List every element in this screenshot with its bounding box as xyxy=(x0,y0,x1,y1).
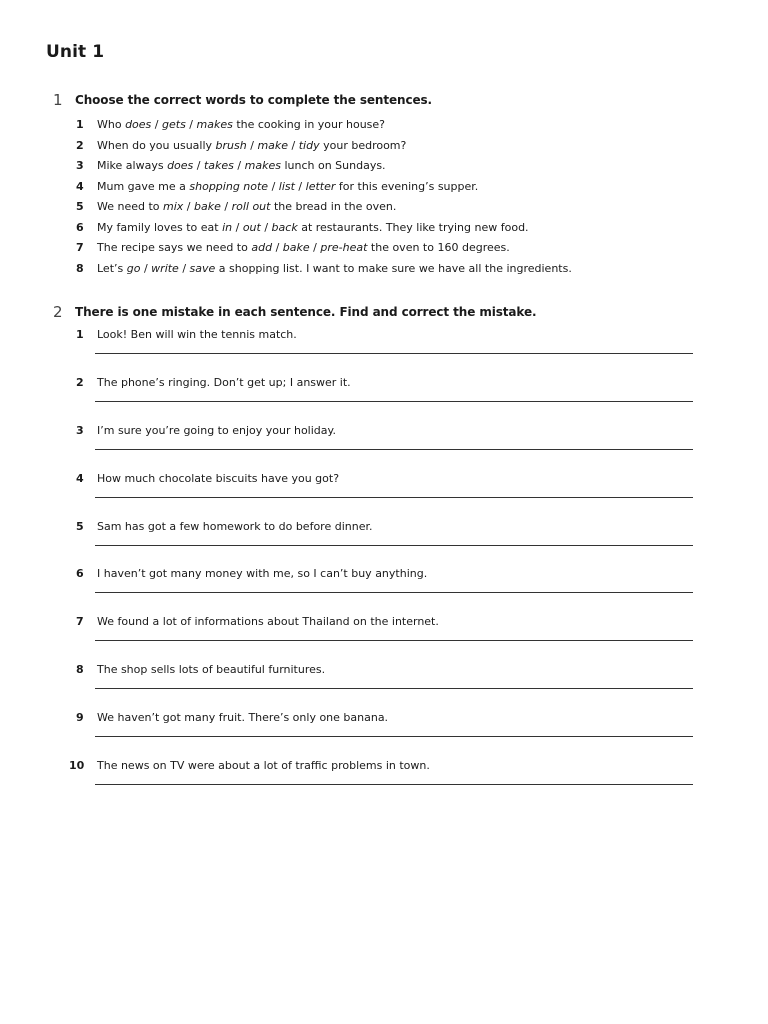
sentence-fragment: When do you usually xyxy=(97,138,216,152)
item-number: 2 xyxy=(76,375,84,389)
answer-line[interactable] xyxy=(95,545,693,546)
word-option: tidy xyxy=(298,138,320,152)
word-option: does xyxy=(167,159,194,172)
item-number: 4 xyxy=(76,471,84,485)
word-option: save xyxy=(189,261,216,275)
exercise-number: 1 xyxy=(53,91,63,109)
word-option: letter xyxy=(305,179,336,193)
exercise-1-item xyxy=(0,138,768,159)
item-number: 10 xyxy=(69,759,85,773)
item-sentence: We found a lot of informations about Thailand on the internet. xyxy=(97,615,439,629)
item-number: 4 xyxy=(76,179,84,193)
sentence-fragment: / xyxy=(294,179,306,193)
item-number: 6 xyxy=(76,567,84,581)
sentence-fragment: / xyxy=(185,118,197,131)
sentence-fragment: / xyxy=(268,179,279,193)
exercise-1-items xyxy=(0,117,768,281)
item-number: 5 xyxy=(76,519,84,533)
word-option: add xyxy=(251,241,273,254)
item-number: 1 xyxy=(76,118,84,131)
exercise-2-item xyxy=(0,327,768,375)
exercise-1-item xyxy=(0,179,768,200)
exercise-1-item xyxy=(0,261,768,282)
sentence-fragment: / xyxy=(178,261,190,275)
sentence-fragment: / xyxy=(246,138,258,152)
item-number: 6 xyxy=(76,220,84,234)
word-option: bake xyxy=(282,241,310,254)
sentence-fragment: / xyxy=(233,159,245,172)
word-option: takes xyxy=(203,159,234,172)
item-sentence: We haven’t got many fruit. There’s only one banana. xyxy=(97,711,389,725)
answer-line[interactable] xyxy=(95,640,693,641)
word-option: out xyxy=(242,220,261,234)
item-number: 2 xyxy=(76,138,84,152)
item-sentence: I haven’t got many money with me, so I can’t buy anything. xyxy=(97,567,428,581)
sentence-fragment: / xyxy=(193,159,204,172)
sentence-fragment: lunch on Sundays. xyxy=(280,159,386,172)
exercise-2-items xyxy=(0,327,768,806)
sentence-fragment: Let’s xyxy=(97,261,127,275)
sentence-fragment: at restaurants. They like trying new food. xyxy=(297,220,529,234)
sentence-fragment: Mike always xyxy=(97,159,168,172)
item-number: 3 xyxy=(76,159,84,172)
sentence-fragment: / xyxy=(288,138,299,152)
answer-line[interactable] xyxy=(95,688,693,689)
item-sentence xyxy=(97,179,478,195)
word-option: roll out xyxy=(231,200,271,213)
sentence-fragment: the bread in the oven. xyxy=(270,200,397,213)
item-sentence xyxy=(97,199,396,215)
sentence-fragment: My family loves to eat xyxy=(97,220,223,234)
answer-line[interactable] xyxy=(95,497,693,498)
exercise-instruction: Choose the correct words to complete the sentences. xyxy=(75,93,433,107)
exercise-2-header xyxy=(0,303,768,323)
sentence-fragment: The recipe says we need to xyxy=(97,241,252,254)
exercise-2-item xyxy=(0,758,768,806)
item-sentence xyxy=(97,117,385,133)
exercise-2-item xyxy=(0,423,768,471)
item-number: 8 xyxy=(76,663,84,677)
word-option: write xyxy=(151,261,179,275)
word-option: bake xyxy=(194,200,221,213)
exercise-1-item xyxy=(0,199,768,220)
exercise-2-item xyxy=(0,566,768,614)
item-sentence: The phone’s ringing. Don’t get up; I answer it. xyxy=(97,375,351,389)
answer-line[interactable] xyxy=(95,401,693,402)
exercise-2-item xyxy=(0,662,768,710)
item-sentence: Sam has got a few homework to do before dinner. xyxy=(97,519,373,533)
exercise-2-item xyxy=(0,710,768,758)
sentence-fragment: / xyxy=(232,220,243,234)
word-option: brush xyxy=(215,138,247,152)
item-sentence xyxy=(97,261,572,277)
word-option: go xyxy=(126,261,141,275)
sentence-fragment: / xyxy=(183,200,195,213)
sentence-fragment: / xyxy=(151,118,162,131)
answer-line[interactable] xyxy=(95,449,693,450)
exercise-2-item xyxy=(0,471,768,519)
sentence-fragment: Mum gave me a xyxy=(97,179,190,193)
item-number: 5 xyxy=(76,200,84,213)
exercise-2-item xyxy=(0,375,768,423)
word-option: gets xyxy=(162,118,186,131)
word-option: make xyxy=(257,138,289,152)
item-number: 8 xyxy=(76,261,84,275)
unit-title: Unit 1 xyxy=(46,42,105,62)
item-number: 9 xyxy=(76,711,84,725)
sentence-fragment: the cooking in your house? xyxy=(232,118,386,131)
item-sentence: The shop sells lots of beautiful furnitures. xyxy=(97,663,326,677)
item-sentence xyxy=(97,240,510,256)
answer-line[interactable] xyxy=(95,736,693,737)
sentence-fragment: / xyxy=(220,200,232,213)
sentence-fragment: / xyxy=(260,220,272,234)
word-option: mix xyxy=(163,200,184,213)
sentence-fragment: / xyxy=(272,241,283,254)
item-sentence xyxy=(97,158,386,174)
word-option: shopping note xyxy=(189,179,269,193)
exercise-2-item xyxy=(0,614,768,662)
item-number: 1 xyxy=(76,328,84,341)
sentence-fragment: / xyxy=(309,241,321,254)
item-sentence: How much chocolate biscuits have you got? xyxy=(97,471,340,485)
exercise-2-item xyxy=(0,519,768,567)
sentence-fragment: / xyxy=(140,261,152,275)
sentence-fragment: for this evening’s supper. xyxy=(335,179,479,193)
item-sentence: I’m sure you’re going to enjoy your holiday. xyxy=(97,423,336,437)
word-option: pre-heat xyxy=(320,241,368,254)
word-option: back xyxy=(271,220,298,234)
word-option: makes xyxy=(196,118,233,131)
sentence-fragment: We need to xyxy=(97,200,164,213)
item-sentence: The news on TV were about a lot of traffic problems in town. xyxy=(97,759,430,773)
answer-line[interactable] xyxy=(95,784,693,785)
word-option: list xyxy=(278,179,295,193)
item-number: 7 xyxy=(76,615,84,629)
word-option: in xyxy=(222,220,233,234)
exercise-instruction: There is one mistake in each sentence. Find and correct the mistake. xyxy=(75,305,537,319)
sentence-fragment: a shopping list. I want to make sure we have all the ingredients. xyxy=(215,261,572,275)
item-sentence: Look! Ben will win the tennis match. xyxy=(97,328,297,341)
sentence-fragment: your bedroom? xyxy=(319,138,407,152)
sentence-fragment: the oven to 160 degrees. xyxy=(367,241,510,254)
word-option: does xyxy=(125,118,152,131)
exercise-1-item xyxy=(0,240,768,261)
item-number: 3 xyxy=(76,423,84,437)
exercise-number: 2 xyxy=(53,303,63,321)
answer-line[interactable] xyxy=(95,592,693,593)
item-sentence xyxy=(97,220,529,236)
item-sentence xyxy=(97,138,406,154)
exercise-1-item xyxy=(0,158,768,179)
exercise-1-item xyxy=(0,220,768,241)
word-option: makes xyxy=(244,159,281,172)
exercise-1-header xyxy=(0,91,768,111)
exercise-1-item xyxy=(0,117,768,138)
answer-line[interactable] xyxy=(95,353,693,354)
sentence-fragment: Who xyxy=(97,118,126,131)
item-number: 7 xyxy=(76,241,84,254)
